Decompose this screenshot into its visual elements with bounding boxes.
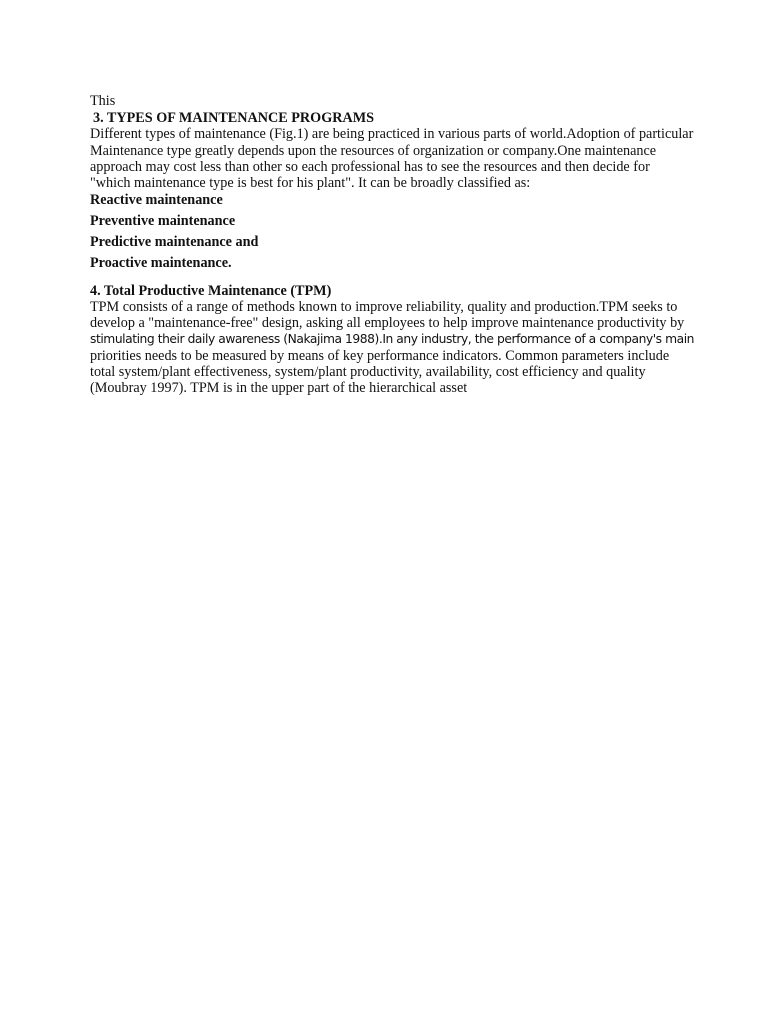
paragraph-line: Maintenance type greatly depends upon the resources of organization or company.One maintenance: [90, 142, 657, 159]
section-4-paragraph: [90, 299, 695, 397]
paragraph-line: develop a "maintenance-free" design, asking all employees to help improve maintenance productivity by: [90, 315, 685, 332]
paragraph-line: "which maintenance type is best for his plant". It can be broadly classified as:: [90, 175, 531, 192]
list-item-predictive: Predictive maintenance and: [90, 233, 259, 250]
section-3-heading: 3. TYPES OF MAINTENANCE PROGRAMS: [93, 110, 375, 127]
paragraph-line: approach may cost less than other so each professional has to see the resources and then decide for: [90, 158, 650, 175]
paragraph-line-sans: stimulating their daily awareness (Nakajima 1988).In any industry, the performance of a company's main: [90, 332, 695, 347]
paragraph-line: total system/plant effectiveness, system/plant productivity, availability, cost efficiency and quality: [90, 363, 646, 380]
paragraph-line: priorities needs to be measured by means of key performance indicators. Common parameters include: [90, 347, 670, 364]
intro-word: This: [90, 93, 116, 109]
list-item-proactive: Proactive maintenance.: [90, 254, 232, 271]
paragraph-line: TPM consists of a range of methods known to improve reliability, quality and production.TPM seeks to: [90, 299, 678, 316]
maintenance-types-list: [90, 192, 690, 271]
paragraph-line: Different types of maintenance (Fig.1) are being practiced in various parts of world.Adoption of particular: [90, 126, 694, 143]
section-3-paragraph: [90, 126, 694, 192]
list-item-reactive: Reactive maintenance: [90, 192, 223, 209]
paragraph-line: (Moubray 1997). TPM is in the upper part of the hierarchical asset: [90, 380, 468, 397]
list-item-preventive: Preventive maintenance: [90, 213, 236, 230]
document-body: [90, 93, 695, 397]
section-4-heading: 4. Total Productive Maintenance (TPM): [90, 282, 332, 299]
